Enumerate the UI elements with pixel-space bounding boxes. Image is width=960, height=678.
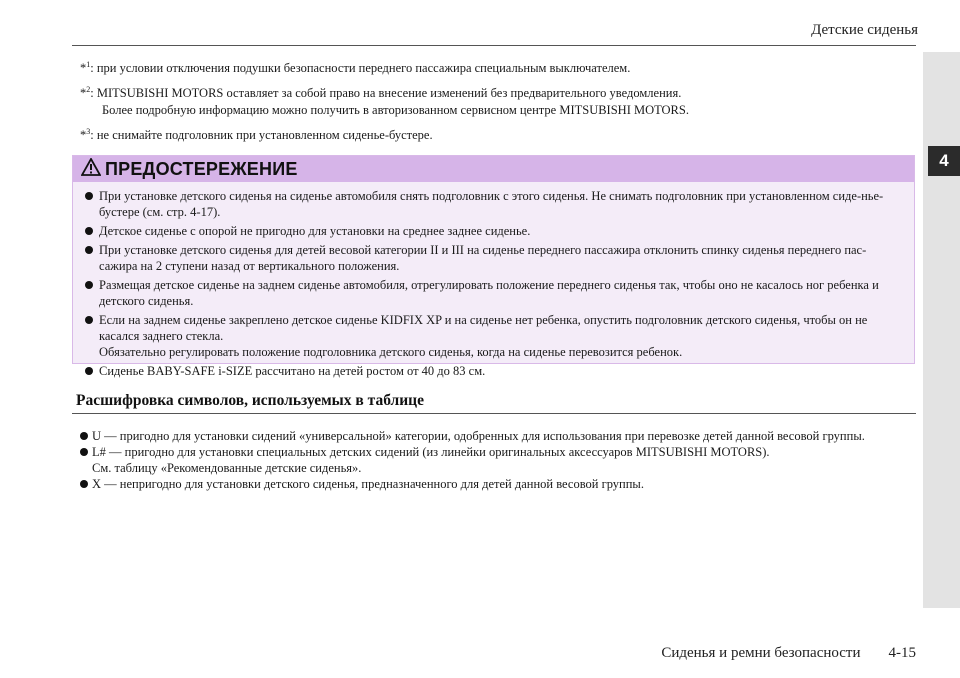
warning-title: ПРЕДОСТЕРЕЖЕНИЕ bbox=[105, 158, 298, 179]
page-footer bbox=[661, 645, 916, 662]
footnote-mark: *$^1$ bbox=[80, 60, 91, 75]
list-item-extra: См. таблицу «Рекомендованные детские сиденья». bbox=[92, 461, 362, 475]
warning-item-text: Если на заднем сиденье закреплено детское сиденье KIDFIX XP и на сиденье нет ребенка, опустить подголовник детского сиденья, чтобы он не касался заднего стекла. bbox=[99, 313, 868, 343]
warning-header bbox=[73, 156, 914, 182]
list-item: X — непригодно для установки детского сиденья, предназначенного для детей данной весовой группы. bbox=[80, 476, 910, 492]
list-item: U — пригодно для установки сидений «универсальной» категории, одобренных для использования при перевозке детей данной весовой группы. bbox=[80, 428, 910, 444]
footnote-text: : не снимайте подголовник при установленном сиденье-бустере. bbox=[90, 128, 433, 142]
footnote-text: : MITSUBISHI MOTORS оставляет за собой право на внесение изменений без предварительного уведомления. bbox=[90, 86, 682, 100]
footnote-text-continued: Более подробную информацию можно получить в авторизованном сервисном центре MITSUBISHI MOTORS. bbox=[102, 103, 689, 117]
footnote-3 bbox=[80, 123, 910, 144]
section-rule bbox=[72, 413, 916, 414]
footnotes bbox=[80, 56, 910, 148]
list-item-text: L# — пригодно для установки специальных детских сидений (из линейки оригинальных аксессуаров MITSUBISHI MOTORS). bbox=[92, 445, 770, 459]
page-header-title: Детские сиденья bbox=[811, 22, 918, 38]
footer-section-name: Сиденья и ремни безопасности bbox=[661, 645, 861, 661]
footnote-text: : при условии отключения подушки безопасности переднего пассажира специальным выключателем. bbox=[90, 61, 631, 75]
section-heading: Расшифровка символов, используемых в таблице bbox=[76, 392, 424, 409]
footnote-mark: *$^3$ bbox=[80, 127, 91, 142]
chapter-number-badge: 4 bbox=[928, 146, 960, 176]
warning-item: Детское сиденье с опорой не пригодно для установки на среднее заднее сиденье. bbox=[85, 223, 904, 239]
list-item bbox=[80, 444, 910, 476]
footnote-2 bbox=[80, 81, 910, 119]
chapter-side-tab bbox=[923, 52, 960, 608]
warning-triangle-icon bbox=[81, 158, 101, 181]
page-number: 4-15 bbox=[888, 645, 916, 661]
warning-item: Сиденье BABY-SAFE i-SIZE рассчитано на детей ростом от 40 до 83 см. bbox=[85, 363, 904, 379]
warning-item: Размещая детское сиденье на заднем сиденье автомобиля, отрегулировать положение переднего сиденья так, чтобы оно не касалось ног ребенка и детского сиденья. bbox=[85, 277, 904, 309]
warning-item: При установке детского сиденья на сиденье автомобиля снять подголовник с этого сиденья. Не снимать подголовник при установленном сиде-нье-бустере (см. стр. 4-17). bbox=[85, 188, 904, 220]
footnote-mark: *$^2$ bbox=[80, 85, 91, 100]
warning-item bbox=[85, 312, 904, 360]
header-rule bbox=[72, 45, 916, 46]
warning-item: При установке детского сиденья для детей весовой категории II и III на сиденье переднего пассажира отклонить спинку сиденья переднего пас-сажира на 2 ступени назад от вертикального положения. bbox=[85, 242, 904, 274]
warning-box bbox=[72, 155, 915, 378]
footnote-1 bbox=[80, 56, 910, 77]
symbol-legend-list bbox=[80, 428, 910, 492]
warning-list bbox=[73, 182, 914, 379]
warning-item-extra: Обязательно регулировать положение подголовника детского сиденья, когда на сиденье перевозится ребенок. bbox=[99, 345, 683, 359]
